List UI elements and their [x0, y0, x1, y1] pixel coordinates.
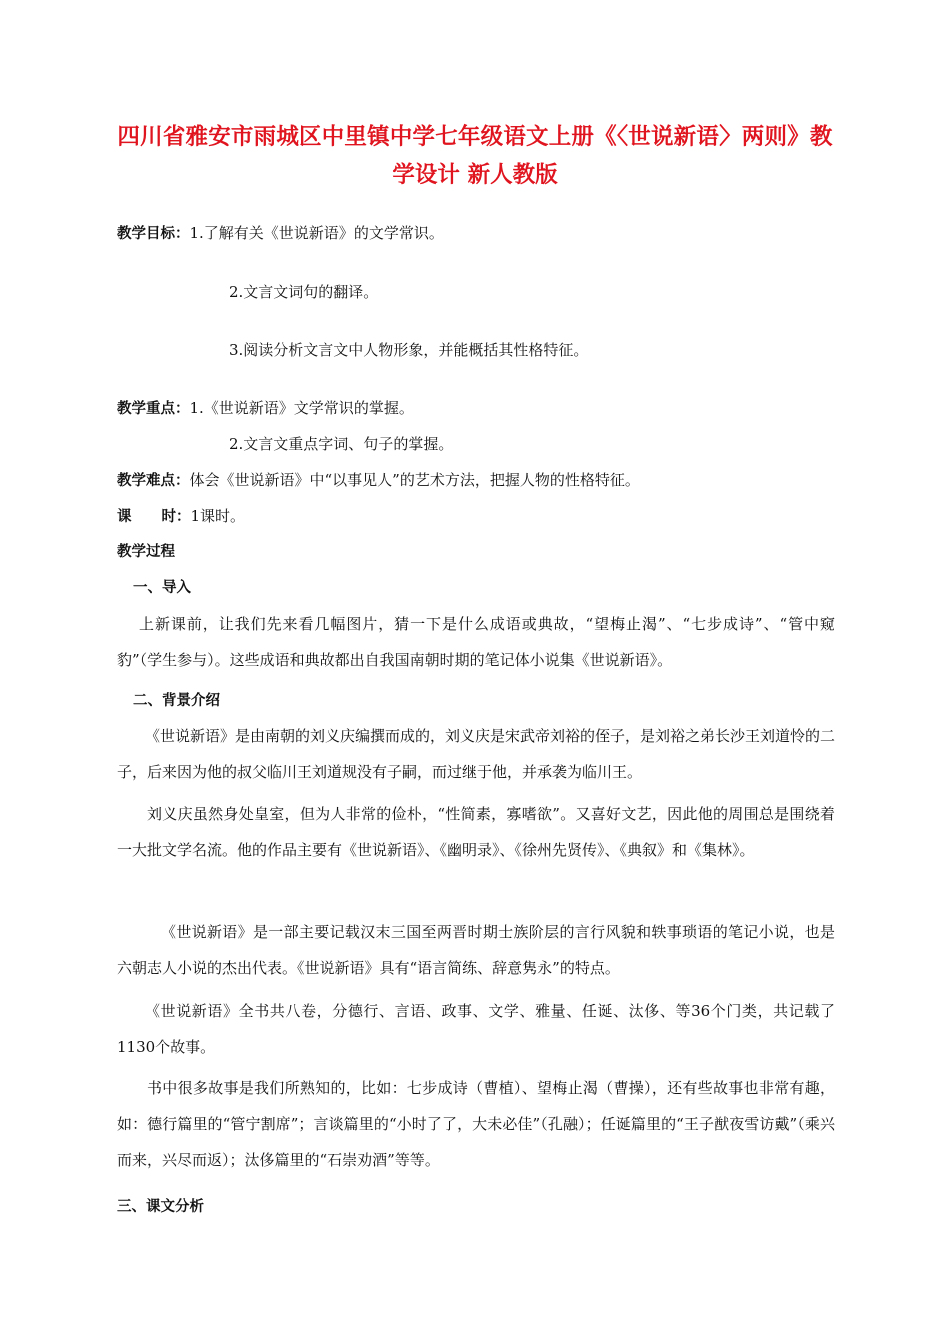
difficulty-label: 教学难点： [117, 473, 190, 489]
section3-heading: 三、课文分析 [117, 1199, 204, 1215]
section2-paragraph-5: 书中很多故事是我们所熟知的，比如：七步成诗（曹植）、望梅止渴（曹操），还有些故事也非常有趣，如：德行篇里的“管宁割席”；言谈篇里的“小时了了，大未必佳”（孔融）；任诞篇里的“王子猷夜雪访戴”（乘兴而来，兴尽而返）；汰侈篇里的“石崇劝酒”等等。 [117, 1079, 835, 1169]
objectives-label: 教学目标： [117, 226, 190, 242]
hours-label-b: 时： [161, 509, 191, 525]
objective-item-3: 3.阅读分析文言文中人物形象，并能概括其性格特征。 [229, 341, 589, 359]
title-line-1: 四川省雅安市雨城区中里镇中学七年级语文上册《〈世说新语〉两则》教 [117, 124, 833, 150]
section2-paragraph-1: 《世说新语》是由南朝的刘义庆编撰而成的，刘义庆是宋武帝刘裕的侄子，是刘裕之弟长沙王刘道怜的二子，后来因为他的叔父临川王刘道规没有子嗣，而过继于他，并承袭为临川王。 [117, 727, 836, 781]
section2-paragraph-2: 刘义庆虽然身处皇室，但为人非常的俭朴，“性简素，寡嗜欲”。又喜好文艺，因此他的周围总是围绕着一大批文学名流。他的作品主要有《世说新语》、《幽明录》、《徐州先贤传》、《典叙》和《集林》。 [117, 805, 835, 859]
key-point-item-1: 1.《世说新语》文学常识的掌握。 [189, 399, 414, 417]
objective-item-1: 1.了解有关《世说新语》的文学常识。 [189, 224, 444, 242]
section2-paragraph-3: 《世说新语》是一部主要记载汉末三国至两晋时期士族阶层的言行风貌和轶事琐语的笔记小说，也是六朝志人小说的杰出代表。《世说新语》具有“语言简练、辞意隽永”的特点。 [117, 923, 835, 977]
hours-text: 1课时。 [190, 507, 246, 525]
section2-paragraph-4: 《世说新语》全书共八卷，分德行、言语、政事、文学、雅量、任诞、汰侈、等36个门类，共记载了1130个故事。 [117, 1002, 835, 1056]
key-points-label: 教学重点： [117, 401, 190, 417]
hours-label-a: 课 [117, 509, 132, 525]
difficulty-text: 体会《世说新语》中“以事见人”的艺术方法，把握人物的性格特征。 [189, 471, 640, 489]
objectives-line-1 [117, 222, 444, 245]
difficulty-line [117, 469, 640, 492]
section1-paragraph-1: 上新课前，让我们先来看几幅图片，猜一下是什么成语或典故，“望梅止渴”、“七步成诗”、“管中窥豹”（学生参与）。这些成语和典故都出自我国南朝时期的笔记体小说集《世说新语》。 [117, 615, 835, 669]
hours-line [117, 505, 245, 528]
key-points-line-1 [117, 397, 414, 420]
section1-heading: 一、导入 [133, 580, 191, 596]
title-line-2: 学设计 新人教版 [392, 162, 558, 188]
objective-item-2: 2.文言文词句的翻译。 [229, 283, 379, 301]
process-heading: 教学过程 [117, 544, 175, 560]
document-title [110, 118, 840, 194]
key-point-item-2: 2.文言文重点字词、句子的掌握。 [229, 435, 454, 453]
section2-heading: 二、背景介绍 [133, 693, 220, 709]
